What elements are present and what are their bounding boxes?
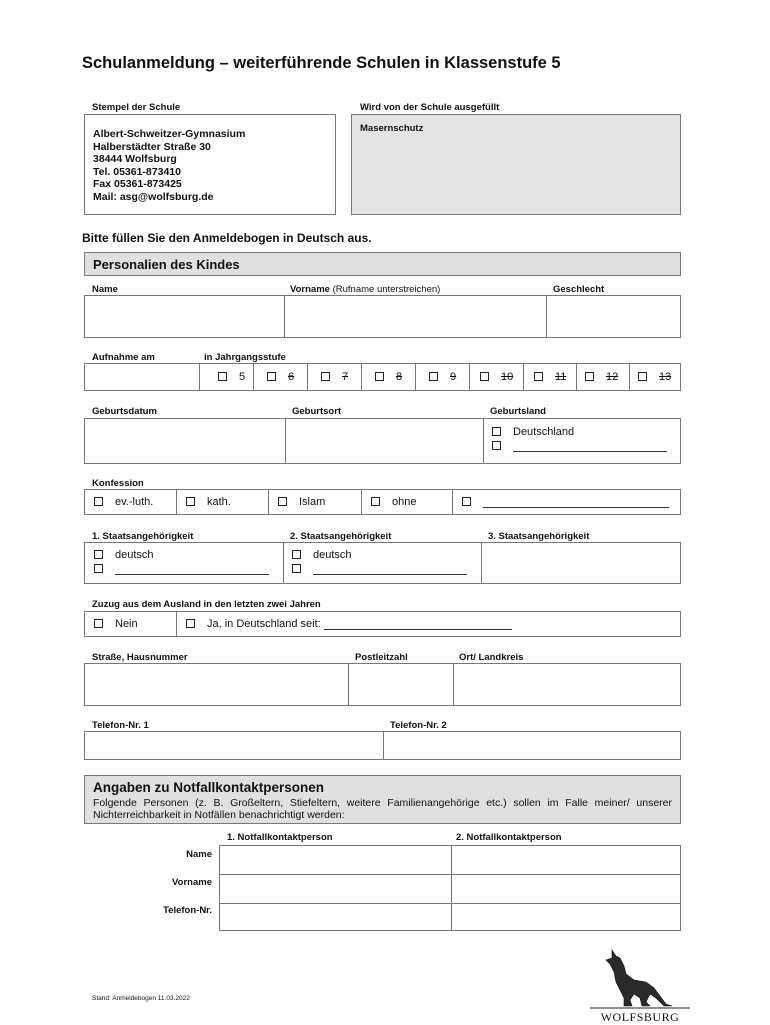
emergency-row-vorname: Vorname xyxy=(172,877,212,888)
konf-option-ohne[interactable] xyxy=(371,496,416,508)
section-personal xyxy=(84,252,681,276)
vorname-field[interactable] xyxy=(284,296,547,337)
emergency-row-name: Name xyxy=(186,849,212,860)
konf-cell xyxy=(452,490,680,514)
logo-text: WOLFSBURG xyxy=(600,1010,680,1024)
konfession-row xyxy=(84,489,681,515)
page-title: Schulanmeldung – weiterführende Schulen in Klassenstufe 5 xyxy=(82,54,561,72)
geburtsland-field xyxy=(483,419,680,463)
contact1-telefon-field[interactable] xyxy=(220,904,451,931)
geburtsort-label: Geburtsort xyxy=(292,406,342,417)
section-emergency-title: Angaben zu Notfallkontaktpersonen xyxy=(93,780,325,795)
konf-label: Islam xyxy=(299,496,326,508)
staat-row xyxy=(84,542,681,584)
grade-cell xyxy=(307,364,362,390)
grade-cell xyxy=(629,364,680,390)
jahrgang-label: in Jahrgangsstufe xyxy=(204,352,286,363)
ort-label: Ort/ Landkreis xyxy=(459,652,524,663)
stamp-line: 38444 Wolfsburg xyxy=(93,153,177,165)
checkbox-icon xyxy=(267,372,276,381)
section-emergency xyxy=(84,775,681,824)
staat2-deutsch-option[interactable] xyxy=(292,549,352,561)
wolf-icon xyxy=(590,948,690,1010)
checkbox-icon xyxy=(492,427,501,436)
stamp-line: Halberstädter Straße 30 xyxy=(93,140,211,153)
wolfsburg-logo xyxy=(590,948,690,1024)
strasse-field[interactable] xyxy=(85,664,348,705)
staat1-other-line[interactable] xyxy=(115,564,269,575)
zuzug-nein-cell xyxy=(85,612,176,636)
checkbox-icon xyxy=(638,372,647,381)
checkbox-icon xyxy=(375,372,384,381)
grade-option-10[interactable] xyxy=(480,371,513,383)
tel1-label: Telefon-Nr. 1 xyxy=(92,720,149,731)
grade-option-8[interactable] xyxy=(375,371,402,383)
emergency-col1-label: 1. Notfallkontaktperson xyxy=(227,832,333,843)
stamp-line: Fax 05361-873425 xyxy=(93,178,182,190)
checkbox-icon xyxy=(186,497,195,506)
checkbox-icon xyxy=(492,441,501,450)
staat2-other-line[interactable] xyxy=(313,564,467,575)
emergency-table xyxy=(219,845,681,931)
aufnahme-row xyxy=(84,363,681,391)
checkbox-icon xyxy=(534,372,543,381)
grade-label: 10 xyxy=(501,371,514,383)
checkbox-icon xyxy=(186,619,195,628)
contact2-name-field[interactable] xyxy=(452,846,680,874)
stamp-label: Stempel der Schule xyxy=(92,102,181,113)
school-stamp-box xyxy=(84,114,336,215)
grade-cell xyxy=(523,364,577,390)
school-use-label: Wird von der Schule ausgefüllt xyxy=(360,102,500,113)
konf-other-line[interactable] xyxy=(483,497,669,508)
instruction-text: Bitte füllen Sie den Anmeldebogen in Deutsch aus. xyxy=(82,231,372,245)
grade-option-5[interactable] xyxy=(218,371,245,383)
konf-cell xyxy=(268,490,362,514)
konf-option-kath[interactable] xyxy=(186,496,231,508)
konf-option-evluth[interactable] xyxy=(94,496,153,508)
section-emergency-text: Folgende Personen (z. B. Großeltern, Stiefeltern, weitere Familienangehörige etc.) sollen im Falle meiner/ unserer Nichterreichbarkeit in Notfällen benachrichtigt werden: xyxy=(93,797,672,821)
grade-cell xyxy=(469,364,524,390)
konf-option-other[interactable] xyxy=(462,496,669,508)
geburtsdatum-field[interactable] xyxy=(85,419,285,463)
staat1-other-option[interactable] xyxy=(94,563,269,575)
grade-label: 12 xyxy=(606,371,619,383)
staat2-other-option[interactable] xyxy=(292,563,467,575)
strasse-label: Straße, Hausnummer xyxy=(92,652,188,663)
grade-label: 5 xyxy=(239,371,246,383)
checkbox-icon xyxy=(371,497,380,506)
emergency-col2-label: 2. Notfallkontaktperson xyxy=(456,832,562,843)
name-label: Name xyxy=(92,284,118,295)
grade-label: 8 xyxy=(396,371,403,383)
geburtsland-label: Geburtsland xyxy=(490,406,546,417)
checkbox-icon xyxy=(462,497,471,506)
checkbox-icon xyxy=(321,372,330,381)
deutschland-option[interactable] xyxy=(492,426,574,438)
plz-field[interactable] xyxy=(348,664,454,705)
geburt-row xyxy=(84,418,681,464)
grade-option-11[interactable] xyxy=(534,371,566,383)
geburtsdatum-label: Geburtsdatum xyxy=(92,406,157,417)
grade-label: 9 xyxy=(450,371,457,383)
checkbox-icon xyxy=(94,497,103,506)
aufnahme-label: Aufnahme am xyxy=(92,352,155,363)
konfession-label: Konfession xyxy=(92,478,144,489)
aufnahme-date-field[interactable] xyxy=(85,364,199,390)
geschlecht-label: Geschlecht xyxy=(553,284,605,295)
checkbox-icon xyxy=(278,497,287,506)
grade-cell xyxy=(576,364,630,390)
tel2-field[interactable] xyxy=(383,732,680,759)
deutsch-label: deutsch xyxy=(115,549,154,561)
konf-label: ohne xyxy=(392,496,417,508)
checkbox-icon xyxy=(292,550,301,559)
staat1-label: 1. Staatsangehörigkeit xyxy=(92,531,194,542)
checkbox-icon xyxy=(218,372,227,381)
contact2-vorname-field[interactable] xyxy=(452,875,680,903)
section-personal-title: Personalien des Kindes xyxy=(93,257,240,272)
checkbox-icon xyxy=(94,564,103,573)
grade-cell xyxy=(361,364,416,390)
tel2-label: Telefon-Nr. 2 xyxy=(390,720,447,731)
name-row xyxy=(84,295,681,338)
contact1-name-field[interactable] xyxy=(220,846,451,874)
school-use-box xyxy=(351,114,681,215)
grade-label: 11 xyxy=(555,371,567,383)
staat3-field[interactable] xyxy=(481,543,680,583)
konf-cell xyxy=(361,490,453,514)
stamp-line: Albert-Schweitzer-Gymnasium xyxy=(93,128,246,140)
zuzug-date-line[interactable] xyxy=(324,619,512,630)
grade-cell xyxy=(253,364,308,390)
contact1-vorname-field[interactable] xyxy=(220,875,451,903)
ja-label: Ja, in Deutschland seit: xyxy=(207,618,321,630)
geburtsort-field[interactable] xyxy=(285,419,484,463)
vorname-note: (Rufname unterstreichen) xyxy=(332,284,441,295)
nein-label: Nein xyxy=(115,618,138,630)
zuzug-ja-option[interactable] xyxy=(186,618,512,630)
konf-label: ev.-luth. xyxy=(115,496,154,508)
grade-cell xyxy=(415,364,470,390)
grade-option-9[interactable] xyxy=(429,371,456,383)
footer-stand: Stand: Anmeldebogen 11.03.2022 xyxy=(92,995,190,1002)
konf-cell xyxy=(85,490,176,514)
checkbox-icon xyxy=(480,372,489,381)
address-row xyxy=(84,663,681,706)
emergency-row-telefon: Telefon-Nr. xyxy=(163,905,212,916)
staat2-label: 2. Staatsangehörigkeit xyxy=(290,531,392,542)
deutschland-label: Deutschland xyxy=(513,426,575,438)
masernschutz-label: Masernschutz xyxy=(360,123,424,134)
checkbox-icon xyxy=(429,372,438,381)
stamp-line: Mail: asg@wolfsburg.de xyxy=(93,190,214,203)
zuzug-ja-cell xyxy=(176,612,680,636)
checkbox-icon xyxy=(94,550,103,559)
zuzug-nein-option[interactable] xyxy=(94,618,138,630)
geschlecht-field[interactable] xyxy=(546,296,680,337)
staat1-field xyxy=(85,543,283,583)
deutsch-label: deutsch xyxy=(313,549,352,561)
ort-field[interactable] xyxy=(453,664,680,705)
konf-label: kath. xyxy=(207,496,231,508)
other-country-line[interactable] xyxy=(513,441,667,452)
grade-option-13[interactable] xyxy=(638,371,671,383)
grade-option-6[interactable] xyxy=(267,371,294,383)
checkbox-icon xyxy=(292,564,301,573)
name-field[interactable] xyxy=(85,296,284,337)
konf-cell xyxy=(176,490,269,514)
checkbox-icon xyxy=(585,372,594,381)
grade-option-12[interactable] xyxy=(585,371,618,383)
staat2-field xyxy=(283,543,482,583)
grade-label: 13 xyxy=(659,371,672,383)
staat3-label: 3. Staatsangehörigkeit xyxy=(488,531,590,542)
grade-label: 6 xyxy=(288,371,295,383)
tel1-field[interactable] xyxy=(85,732,383,759)
zuzug-label: Zuzug aus dem Ausland in den letzten zwei Jahren xyxy=(92,599,321,610)
contact2-telefon-field[interactable] xyxy=(452,904,680,931)
grade-option-7[interactable] xyxy=(321,371,348,383)
vorname-label: Vorname xyxy=(290,284,330,295)
phone-row xyxy=(84,731,681,760)
checkbox-icon xyxy=(94,619,103,628)
plz-label: Postleitzahl xyxy=(355,652,408,663)
grade-label: 7 xyxy=(342,371,349,383)
staat1-deutsch-option[interactable] xyxy=(94,549,154,561)
stamp-line: Tel. 05361-873410 xyxy=(93,165,181,178)
other-country-option[interactable] xyxy=(492,440,667,452)
zuzug-row xyxy=(84,611,681,637)
grade-cell xyxy=(199,364,254,390)
vorname-label-wrap xyxy=(290,284,440,295)
konf-option-islam[interactable] xyxy=(278,496,325,508)
